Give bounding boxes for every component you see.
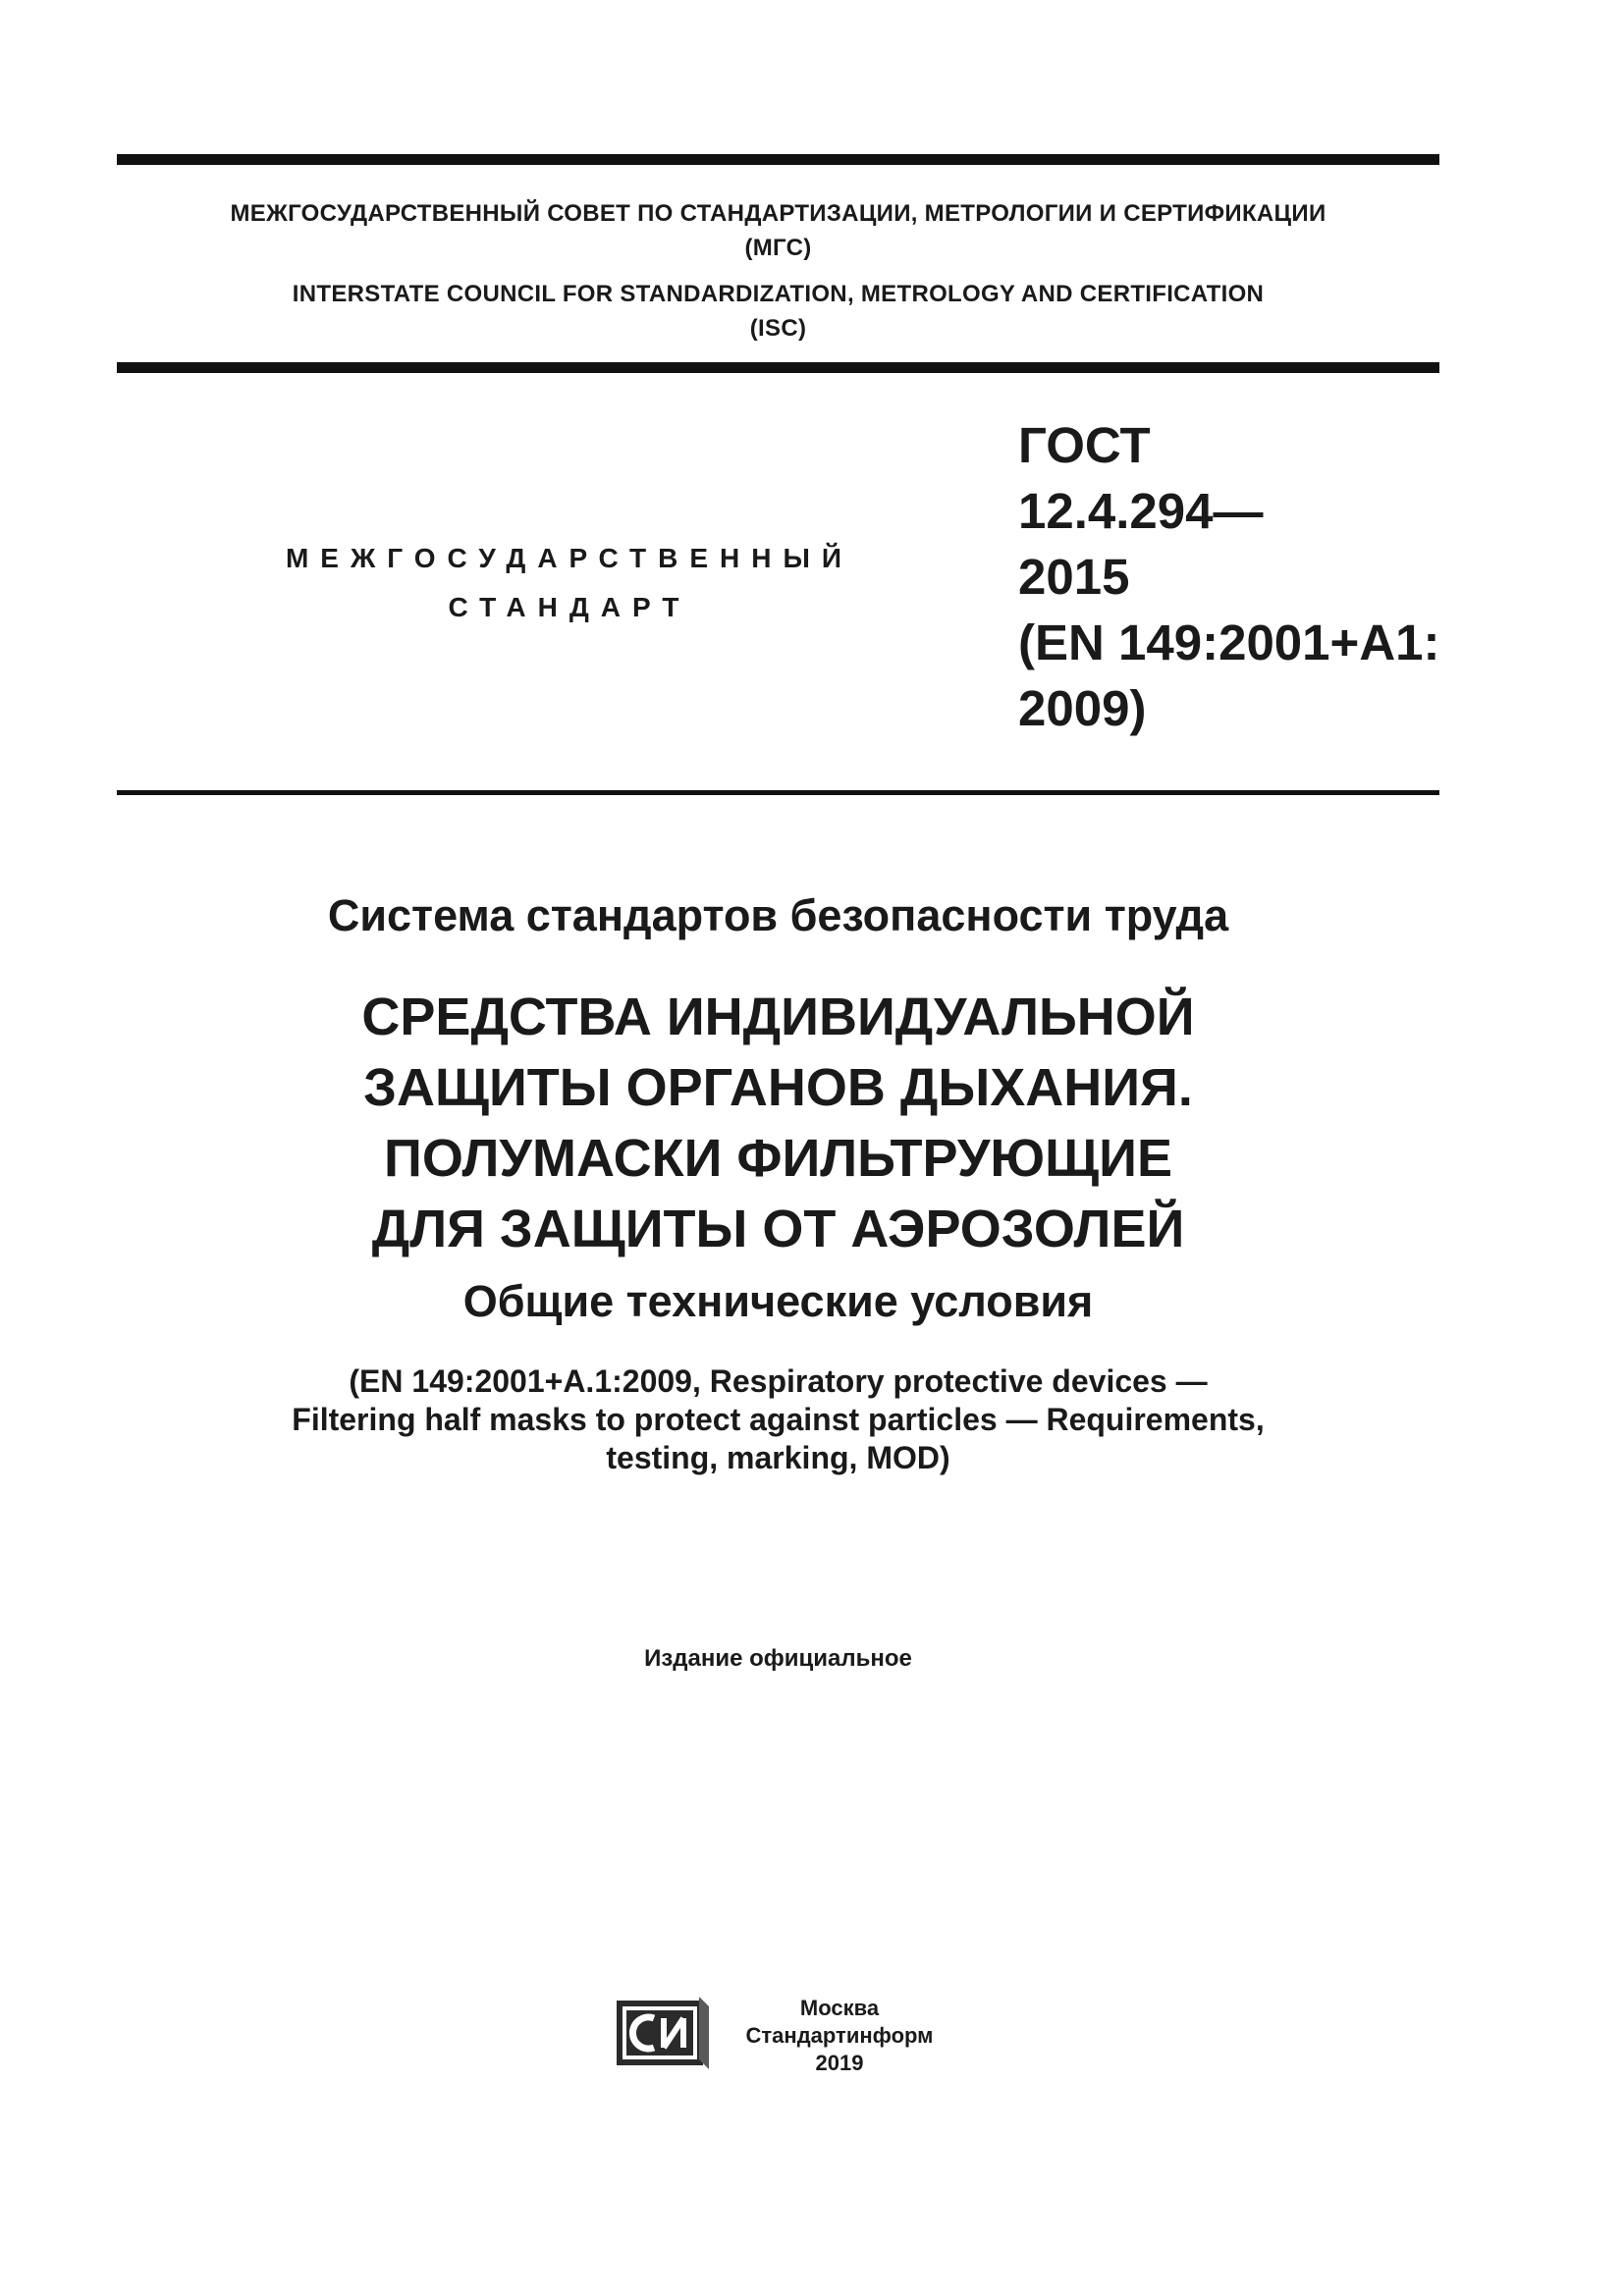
main-title-line3: ПОЛУМАСКИ ФИЛЬТРУЮЩИЕ	[384, 1129, 1172, 1188]
main-title-line2: ЗАЩИТЫ ОРГАНОВ ДЫХАНИЯ.	[363, 1058, 1193, 1117]
series-title: Система стандартов безопасности труда	[327, 890, 1229, 940]
standard-designation	[1018, 412, 1440, 741]
reference-line2: Filtering half masks to protect against particles — Requirements,	[292, 1402, 1265, 1437]
edition-note: Издание официальное	[644, 1645, 912, 1672]
main-title-line4: ДЛЯ ЗАЩИТЫ ОТ АЭРОЗОЛЕЙ	[371, 1200, 1185, 1258]
council-header	[117, 196, 1439, 346]
standard-kind-line2: СТАНДАРТ	[448, 592, 691, 622]
designation-line3: 2015	[1018, 549, 1130, 605]
subtitle: Общие технические условия	[462, 1276, 1094, 1326]
publisher-city: Москва	[799, 1996, 880, 2020]
header-bottom-rule	[117, 362, 1439, 373]
designation-line5: 2009)	[1018, 680, 1147, 736]
main-title-line1: СРЕДСТВА ИНДИВИДУАЛЬНОЙ	[361, 988, 1195, 1046]
publisher-name: Стандартинформ	[745, 2023, 934, 2048]
main-title	[117, 982, 1439, 1264]
standard-kind-line1: МЕЖГОСУДАРСТВЕННЫЙ	[285, 543, 854, 573]
top-rule	[117, 154, 1439, 165]
designation-line1: ГОСТ	[1018, 417, 1151, 473]
designation-bottom-rule	[117, 790, 1439, 795]
council-en-line2: (ISC)	[749, 315, 807, 342]
reference-line3: testing, marking, MOD)	[606, 1440, 950, 1475]
standartinform-logo-icon	[615, 1997, 709, 2069]
council-ru-line1: МЕЖГОСУДАРСТВЕННЫЙ СОВЕТ ПО СТАНДАРТИЗАЦИИ, МЕТРОЛОГИИ И СЕРТИФИКАЦИИ	[230, 200, 1326, 227]
international-reference	[117, 1362, 1439, 1477]
designation-line2: 12.4.294—	[1018, 483, 1264, 539]
reference-line1: (EN 149:2001+A.1:2009, Respiratory protective devices —	[349, 1363, 1208, 1399]
designation-line4: (EN 149:2001+A1:	[1018, 614, 1440, 670]
standard-kind	[177, 534, 962, 632]
council-ru-line2: (МГС)	[744, 235, 812, 261]
publisher-year: 2019	[815, 2051, 864, 2075]
publisher-block	[722, 1995, 957, 2077]
council-en-line1: INTERSTATE COUNCIL FOR STANDARDIZATION, METROLOGY AND CERTIFICATION	[292, 281, 1265, 307]
